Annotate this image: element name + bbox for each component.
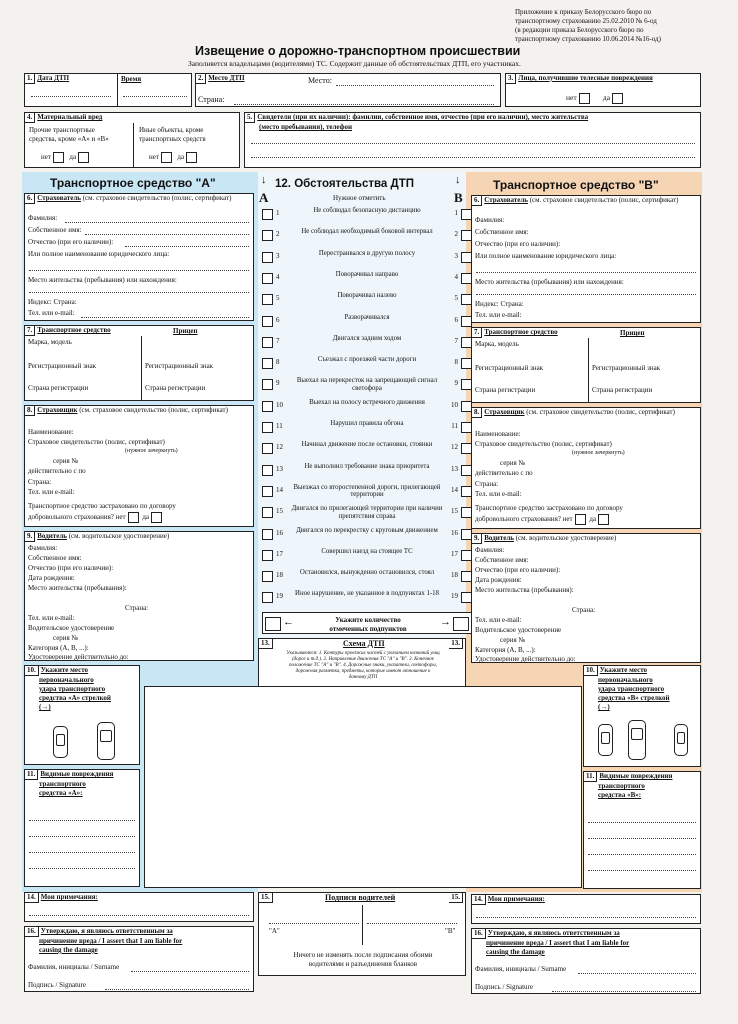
section-7-a-vehicle: 7. Транспортное средство Прицеп Марка, модель Регистрационный знак Регистрационный знак Страна регистрации Страна регистрации xyxy=(24,325,254,401)
b-index-field[interactable]: Индекс: Страна: xyxy=(475,300,524,308)
circumstance-row-18: 18 Остановился, вынужденно остановился, стоял 18 xyxy=(262,568,472,586)
b-driver-signature[interactable] xyxy=(367,923,457,924)
vehicle-b-title: Транспортное средство "В" xyxy=(493,178,659,192)
section-6-a-policyholder: 6. Страхователь (см. страховое свидетельство (полис, сертификат) Фамилия: Собственное имя: Отчество (при его наличии): Или полное наименование юридического лица: Место жительства (пребывания) или нахождения: Индекс: Страна: Тел. или e-mail: xyxy=(24,193,254,321)
section-6-b-policyholder: 6. Страхователь (см. страховое свидетельство (полис, сертификат) Фамилия: Собственное имя: Отчество (при его наличии): Или полное наименование юридического лица: Место жительства (пребывания) или нахождения: Индекс: Страна: Тел. или e-mail: xyxy=(471,195,701,323)
circumstance-11-a-checkbox[interactable] xyxy=(262,422,273,433)
a-index-field[interactable]: Индекс: Страна: xyxy=(28,298,77,306)
car-a-icon[interactable] xyxy=(53,726,68,758)
circumstance-13-a-checkbox[interactable] xyxy=(262,465,273,476)
b-make-field[interactable]: Марка, модель xyxy=(475,340,519,348)
column-b-letter: В xyxy=(454,190,463,205)
circumstance-19-a-checkbox[interactable] xyxy=(262,592,273,603)
circumstance-8-b-checkbox[interactable] xyxy=(461,358,472,369)
section-8-b-insurer: 8. Страховщик (см. страховое свидетельство (полис, сертификат) Наименование: Страховое свидетельство (полис, сертификат) (нужное зачеркнуть) серия № действительно с по Страна: Тел. или e-mail: Транспортное средство застраховано по договору добровольного страхования? нет да xyxy=(471,407,701,529)
section-14-a-notes: 14. Мои примечания: xyxy=(24,892,254,922)
circumstance-row-19: 19 Иное нарушение, не указанное в подпунктах 1-18 19 xyxy=(262,589,472,607)
selected-count-row: ← → Укажите количество отмеченных подпунктов xyxy=(262,612,472,634)
circumstance-3-a-checkbox[interactable] xyxy=(262,252,273,263)
circumstance-row-14: 14 Выезжал со второстепенной дороги, прилегающей территории 14 xyxy=(262,483,472,501)
circumstance-row-3: 3 Перестраивался в другую полосу 3 xyxy=(262,249,472,267)
circumstance-4-a-checkbox[interactable] xyxy=(262,273,273,284)
page-title: Извещение о дорожно-транспортном происшествии xyxy=(195,44,521,58)
circumstance-17-b-checkbox[interactable] xyxy=(461,550,472,561)
date-field[interactable] xyxy=(31,96,111,97)
b-surname-field[interactable]: Фамилия: xyxy=(475,216,505,224)
circumstance-9-a-checkbox[interactable] xyxy=(262,379,273,390)
circumstance-16-a-checkbox[interactable] xyxy=(262,529,273,540)
count-b-field[interactable] xyxy=(453,617,469,631)
country-field[interactable]: Страна: xyxy=(198,95,225,104)
circumstance-19-b-checkbox[interactable] xyxy=(461,592,472,603)
b-trailer-reg-field[interactable]: Регистрационный знак xyxy=(592,364,661,372)
b-voluntary-yes-checkbox[interactable] xyxy=(598,514,609,525)
section-7-b-vehicle: 7. Транспортное средство Прицеп Марка, модель Регистрационный знак Регистрационный знак Страна регистрации Страна регистрации xyxy=(471,327,701,403)
circumstance-6-a-checkbox[interactable] xyxy=(262,316,273,327)
section-2-place: 2. Место ДТП Место: Страна: xyxy=(195,73,501,107)
car-b-icon[interactable] xyxy=(598,724,613,756)
page-subtitle: Заполняется владельцами (водителями) ТС. Содержит данные об обстоятельствах ДТП, его участниках. xyxy=(188,59,521,68)
a-voluntary-no-checkbox[interactable] xyxy=(128,512,139,523)
circumstance-5-a-checkbox[interactable] xyxy=(262,294,273,305)
place-field[interactable]: Место: xyxy=(308,76,332,85)
b-signature-field[interactable]: Подпись / Signature xyxy=(475,983,533,991)
count-a-field[interactable] xyxy=(265,617,281,631)
injured-no-checkbox[interactable] xyxy=(579,93,590,104)
b-voluntary-no-checkbox[interactable] xyxy=(575,514,586,525)
arrow-down-b-icon: ↓ xyxy=(455,174,461,186)
section-16-b-liability: 16. Утверждаю, я являюсь ответственным за причинение вреда / I assert that I am liable for causing the damage Фамилия, инициалы / Surname Подпись / Signature xyxy=(471,928,701,994)
vehicle-a-title: Транспортное средство "А" xyxy=(50,176,216,190)
circumstance-18-a-checkbox[interactable] xyxy=(262,571,273,582)
circumstance-row-12: 12 Начинал движение после остановки, стоянки 12 xyxy=(262,440,472,458)
witnesses-field-2[interactable] xyxy=(251,157,695,158)
circumstance-row-16: 16 Двигался по перекрестку с круговым движением 16 xyxy=(262,526,472,544)
circumstance-10-b-checkbox[interactable] xyxy=(461,401,472,412)
section-9-b-driver: 9. Водитель (см. водительское удостоверение) Фамилия: Собственное имя: Отчество (при его наличии): Дата рождения: Место жительства (пребывания): Страна: Тел. или e-mail: Водительское удостоверение серия № Категория (А, В, ...): Удостоверение действительно до: xyxy=(471,533,701,663)
a-residence-field[interactable]: Место жительства (пребывания) или нахождения: xyxy=(28,276,177,284)
a-legal-name-field[interactable]: Или полное наименование юридического лица: xyxy=(28,250,170,258)
a-damage-field[interactable] xyxy=(29,820,135,821)
section-8-a-insurer: 8. Страховщик (см. страховое свидетельство (полис, сертификат) Наименование: Страховое свидетельство (полис, сертификат) (нужное зачеркнуть) серия № действительно с по Страна: Тел. или e-mail: Транспортное средство застраховано по договору добровольного страхования? нет да xyxy=(24,405,254,527)
section-3-injured: 3. Лица, получившие телесные повреждения нет да xyxy=(505,73,701,107)
circumstance-row-11: 11 Нарушил правила обгона 11 xyxy=(262,419,472,437)
b-surname-initials-field[interactable]: Фамилия, инициалы / Surname xyxy=(475,965,567,973)
circumstance-row-5: 5 Поворачивал налево 5 xyxy=(262,291,472,309)
circumstance-15-b-checkbox[interactable] xyxy=(461,507,472,518)
car-a-top-icon[interactable] xyxy=(97,722,115,760)
circumstance-row-15: 15 Двигался по прилегающей территории при наличии препятствия справа 15 xyxy=(262,504,472,522)
injured-yes-checkbox[interactable] xyxy=(612,93,623,104)
circumstance-17-a-checkbox[interactable] xyxy=(262,550,273,561)
b-trailer-country-field[interactable]: Страна регистрации xyxy=(592,386,653,394)
scheme-drawing-area[interactable] xyxy=(144,686,582,888)
time-label: Время xyxy=(121,75,142,83)
vehicles-no-checkbox[interactable] xyxy=(53,152,64,163)
b-legal-name-field[interactable]: Или полное наименование юридического лица: xyxy=(475,252,617,260)
a-make-field[interactable]: Марка, модель xyxy=(28,338,72,346)
b-name-field[interactable]: Собственное имя: xyxy=(475,228,529,236)
circumstance-row-8: 8 Съезжал с проезжей части дороги 8 xyxy=(262,355,472,373)
circumstance-row-9: 9 Выехал на перекресток на запрещающий сигнал светофора 9 xyxy=(262,376,472,394)
objects-no-checkbox[interactable] xyxy=(161,152,172,163)
circumstance-row-6: 6 Разворачивался 6 xyxy=(262,313,472,331)
vehicles-yes-checkbox[interactable] xyxy=(78,152,89,163)
circumstance-5-b-checkbox[interactable] xyxy=(461,294,472,305)
witnesses-field-1[interactable] xyxy=(251,143,695,144)
circumstance-6-b-checkbox[interactable] xyxy=(461,316,472,327)
a-phone-field[interactable]: Тел. или e-mail: xyxy=(28,309,75,317)
circumstance-15-a-checkbox[interactable] xyxy=(262,507,273,518)
circumstance-9-b-checkbox[interactable] xyxy=(461,379,472,390)
a-trailer-reg-field[interactable]: Регистрационный знак xyxy=(145,362,214,370)
column-a-letter: А xyxy=(259,190,269,205)
a-notes-field[interactable] xyxy=(29,915,249,916)
section-1-date: 1. Дата ДТП Время xyxy=(24,73,192,107)
circumstance-row-1: 1 Не соблюдал безопасную дистанцию 1 xyxy=(262,206,472,224)
circumstance-14-b-checkbox[interactable] xyxy=(461,486,472,497)
circumstance-12-a-checkbox[interactable] xyxy=(262,443,273,454)
circumstance-row-13: 13 Не выполнил требование знака приоритета 13 xyxy=(262,462,472,480)
section-15-signatures: 15. 15. Подписи водителей "А" "В" Ничего не изменять после подписания обоими водителями и разъединения бланков xyxy=(258,892,466,976)
circumstance-10-a-checkbox[interactable] xyxy=(262,401,273,412)
b-patronymic-field[interactable]: Отчество (при его наличии): xyxy=(475,240,561,248)
section-9-a-driver: 9. Водитель (см. водительское удостоверение) Фамилия: Собственное имя: Отчество (при его наличии): Дата рождения: Место жительства (пребывания): Страна: Тел. или e-mail: Водительское удостоверение серия № Категория (А, В, ...): Удостоверение действительно до: xyxy=(24,531,254,661)
circumstance-row-4: 4 Поворачивал направо 4 xyxy=(262,270,472,288)
a-name-field[interactable]: Собственное имя: xyxy=(28,226,82,234)
a-surname-initials-field[interactable]: Фамилия, инициалы / Surname xyxy=(28,963,120,971)
section-11-b-damage: 11. Видимые повреждения транспортного средства «В»: xyxy=(583,771,701,889)
a-patronymic-field[interactable]: Отчество (при его наличии): xyxy=(28,238,114,246)
circumstance-2-a-checkbox[interactable] xyxy=(262,230,273,241)
car-b-side-icon[interactable] xyxy=(674,724,688,756)
a-surname-field[interactable]: Фамилия: xyxy=(28,214,58,222)
circumstance-4-b-checkbox[interactable] xyxy=(461,273,472,284)
circumstance-11-b-checkbox[interactable] xyxy=(461,422,472,433)
b-phone-field[interactable]: Тел. или e-mail: xyxy=(475,311,522,319)
circumstance-row-7: 7 Двигался задним ходом 7 xyxy=(262,334,472,352)
circumstances-mark-note: Нужное отметить xyxy=(333,194,386,202)
section-16-a-liability: 16. Утверждаю, я являюсь ответственным за причинение вреда / I assert that I am liable for causing the damage Фамилия, инициалы / Surname Подпись / Signature xyxy=(24,926,254,992)
arrow-left-icon: ← xyxy=(283,616,294,628)
circumstance-16-b-checkbox[interactable] xyxy=(461,529,472,540)
section-11-a-damage: 11. Видимые повреждения транспортного средства «А»: xyxy=(24,769,140,887)
time-field[interactable] xyxy=(123,96,187,97)
a-signature-field[interactable]: Подпись / Signature xyxy=(28,981,86,989)
section-10-b-impact: 10. Укажите место первоначального удара транспортного средства «В» стрелкой (→) xyxy=(583,665,701,767)
circumstance-8-a-checkbox[interactable] xyxy=(262,358,273,369)
arrow-down-a-icon: ↓ xyxy=(261,174,267,186)
b-country-field[interactable]: Страна регистрации xyxy=(475,386,536,394)
section-5-witnesses: 5. Свидетели (при их наличии): фамилии, собственное имя, отчество (при его наличии), место жительства (место пребывания), телефон xyxy=(244,112,701,168)
a-country-field[interactable]: Страна регистрации xyxy=(28,384,89,392)
a-trailer-country-field[interactable]: Страна регистрации xyxy=(145,384,206,392)
objects-yes-checkbox[interactable] xyxy=(186,152,197,163)
circumstances-title: 12. Обстоятельства ДТП xyxy=(275,178,414,190)
section-10-a-impact: 10. Укажите место первоначального удара транспортного средства «А» стрелкой (→) xyxy=(24,665,140,765)
b-residence-field[interactable]: Место жительства (пребывания) или нахождения: xyxy=(475,278,624,286)
circumstance-1-a-checkbox[interactable] xyxy=(262,209,273,220)
a-driver-signature[interactable] xyxy=(269,923,359,924)
section-4-material-damage: 4. Материальный вред Прочие транспортные средства, кроме «А» и «В» Иные объекты, кроме транспортных средств нет да нет да xyxy=(24,112,240,168)
b-notes-field[interactable] xyxy=(476,917,696,918)
section-13-scheme-header: 13. 13. Схема ДТП Указываются: 1. Контуры проезжих частей с указанием названий улиц (дорог и т.д.). 2. Направление движения ТС "А" и "В". 3. Конечное положение ТС "А" и "В". 4. Дорожные знаки, указатели, светофоры, дорожная разметка, предметы, которые имеют отношение к данному ДТП xyxy=(258,638,466,688)
section-14-b-notes: 14. Мои примечания: xyxy=(471,894,701,924)
circumstance-7-a-checkbox[interactable] xyxy=(262,337,273,348)
circumstance-12-b-checkbox[interactable] xyxy=(461,443,472,454)
circumstance-7-b-checkbox[interactable] xyxy=(461,337,472,348)
circumstance-3-b-checkbox[interactable] xyxy=(461,252,472,263)
a-voluntary-yes-checkbox[interactable] xyxy=(151,512,162,523)
b-damage-field[interactable] xyxy=(588,822,696,823)
circumstance-1-b-checkbox[interactable] xyxy=(461,209,472,220)
a-reg-field[interactable]: Регистрационный знак xyxy=(28,362,97,370)
circumstance-row-2: 2 Не соблюдал необходимый боковой интервал 2 xyxy=(262,227,472,245)
circumstance-row-10: 10 Выехал на полосу встречного движения 10 xyxy=(262,398,472,416)
circumstance-14-a-checkbox[interactable] xyxy=(262,486,273,497)
arrow-right-icon: → xyxy=(440,616,451,628)
circumstance-13-b-checkbox[interactable] xyxy=(461,465,472,476)
appendix-note: Приложение к приказу Белорусского бюро по транспортному страхованию 25.02.2010 № 6-од (в редакции приказа Белорусского бюро по транспортному страхованию 10.06.2014 №16-од) xyxy=(515,8,661,43)
b-reg-field[interactable]: Регистрационный знак xyxy=(475,364,544,372)
circumstance-18-b-checkbox[interactable] xyxy=(461,571,472,582)
circumstance-2-b-checkbox[interactable] xyxy=(461,230,472,241)
car-b-top-icon[interactable] xyxy=(628,720,646,760)
circumstance-row-17: 17 Совершил наезд на стоящее ТС 17 xyxy=(262,547,472,565)
